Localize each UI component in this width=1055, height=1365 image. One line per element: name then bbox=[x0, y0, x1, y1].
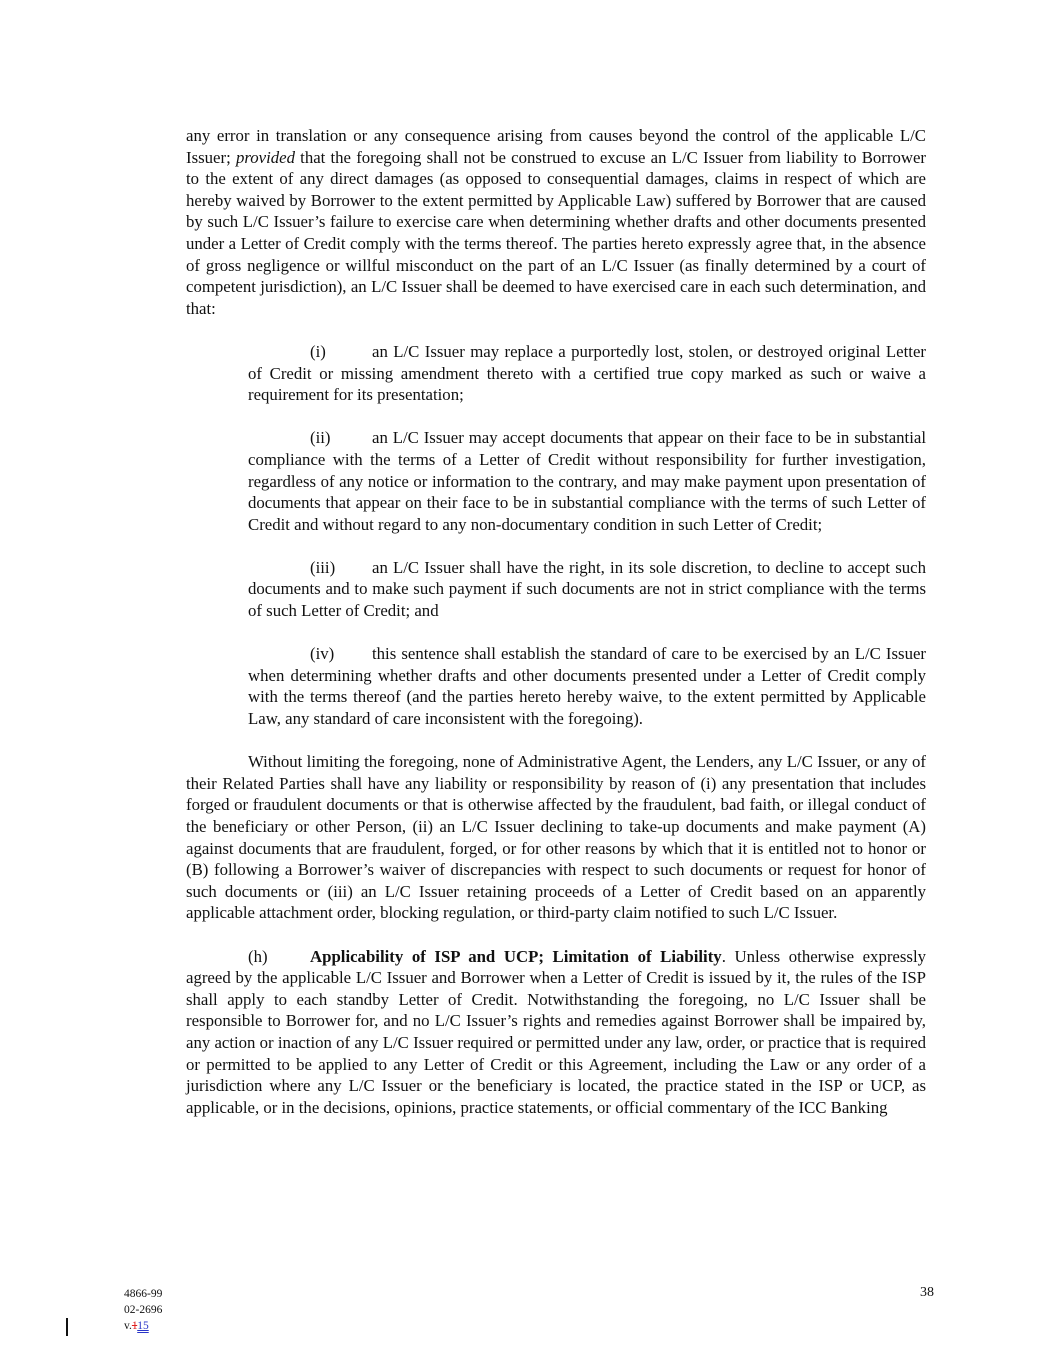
document-body bbox=[186, 125, 926, 1118]
without-limiting-paragraph: Without limiting the foregoing, none of Administrative Agent, the Lenders, any L/C Issuer, or any of their Related Parties shall have any liability or responsibility by reason of (i) any presentation that includes forged or fraudulent documents or that is otherwise affected by the fraudulent, bad faith, or illegal conduct of the beneficiary or other Person, (ii) an L/C Issuer declining to take-up documents and make payment (A) against documents that are fraudulent, forged, or for other reasons by which that it is entitled not to honor or (B) following a Borrower’s waiver of discrepancies with respect to such documents or request for honor of such documents or (iii) an L/C Issuer retaining proceeds of a Letter of Credit based on an apparently applicable attachment order, blocking regulation, or third-party claim notified to such L/C Issuer. bbox=[186, 752, 926, 923]
clause-label: (iv) bbox=[310, 644, 335, 664]
document-footer-id: 4866-99 02-2696 v.115 bbox=[124, 1288, 163, 1332]
section-h-heading: Applicability of ISP and UCP; Limitation of Liability bbox=[310, 946, 722, 966]
clause-item: (iii) an L/C Issuer shall have the right, in its sole discretion, to decline to accept such documents and to make such payment if such documents are not in strict compliance with the terms of such Letter of Credit; and bbox=[248, 557, 926, 621]
clause-label: (i) bbox=[310, 341, 326, 361]
clause-item: (i) an L/C Issuer may replace a purportedly lost, stolen, or destroyed original Letter of Credit or missing amendment thereto with a certified true copy marked as such or waive a requirement for its presentation; bbox=[248, 341, 926, 405]
section-h-label: (h) bbox=[248, 946, 268, 966]
clause-item: (ii) an L/C Issuer may accept documents that appear on their face to be in substantial compliance with the terms of a Letter of Credit without responsibility for further investigation, regardless of any notice or information to the contrary, and may make payment upon presentation of documents that appear on their face to be in substantial compliance with the terms of such Letter of Credit and without regard to any non-documentary condition in such Letter of Credit; bbox=[248, 428, 926, 534]
page-number: 38 bbox=[920, 1285, 934, 1300]
clause-list bbox=[248, 341, 926, 730]
clause-label: (ii) bbox=[310, 428, 331, 448]
inserted-version: 15 bbox=[137, 1320, 149, 1332]
provided-italic: provided bbox=[235, 147, 295, 167]
version-marker: v.115 bbox=[124, 1320, 149, 1332]
clause-item: (iv) this sentence shall establish the standard of care to be exercised by an L/C Issuer when determining whether drafts and other documents presented under a Letter of Credit comply with the terms thereof (and the parties hereto hereby waive, to the extent permitted by Applicable Law, any standard of care inconsistent with the foregoing). bbox=[248, 644, 926, 729]
deleted-version: 1 bbox=[131, 1320, 138, 1332]
intro-paragraph: any error in translation or any consequence arising from causes beyond the control of the applicable L/C Issuer; provided that the foregoing shall not be construed to excuse an L/C Issuer from liability to Borrower to the extent of any direct damages (as opposed to consequential damages, claims in respect of which are hereby waived by Borrower to the extent permitted by Applicable Law) suffered by Borrower that are caused by such L/C Issuer’s failure to exercise care when determining whether drafts and other documents presented under a Letter of Credit comply with the terms thereof. The parties hereto expressly agree that, in the absence of gross negligence or willful misconduct on the part of an L/C Issuer (as finally determined by a court of competent jurisdiction), an L/C Issuer shall be deemed to have exercised care in each such determination, and that: bbox=[186, 126, 926, 318]
section-h-paragraph: (h) Applicability of ISP and UCP; Limitation of Liability. Unless otherwise expressly agreed by the applicable L/C Issuer and Borrower when a Letter of Credit is issued by it, the rules of the ISP shall apply to each standby Letter of Credit. Notwithstanding the foregoing, no L/C Issuer shall be responsible to Borrower for, and no L/C Issuer’s rights and remedies against Borrower shall be impaired by, any action or inaction of any L/C Issuer required or permitted under any law, order, or practice that is required or permitted to be applied to any Letter of Credit or this Agreement, including the Law or any order of a jurisdiction where any L/C Issuer or the beneficiary is located, the practice stated in the ISP or UCP, as applicable, or in the decisions, opinions, practice statements, or official commentary of the ICC Banking bbox=[186, 946, 926, 1117]
change-bar bbox=[66, 1318, 68, 1336]
clause-label: (iii) bbox=[310, 557, 336, 577]
